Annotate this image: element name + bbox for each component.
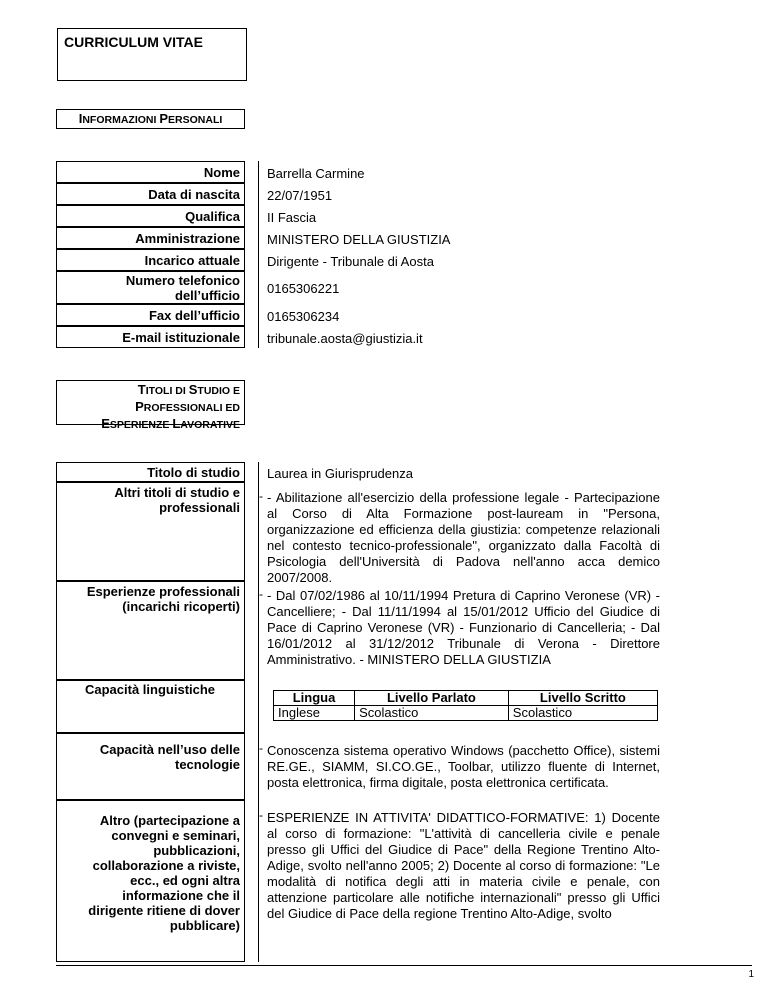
bullet-dash: - (259, 741, 263, 755)
value-incarico: Dirigente - Tribunale di Aosta (267, 254, 434, 269)
label-nome: Nome (56, 161, 245, 183)
column-header: Livello Parlato (355, 691, 509, 706)
column-header: Livello Scritto (508, 691, 657, 706)
value-tecnologie: Conoscenza sistema operativo Windows (pacchetto Office), sistemi RE.GE., SIAMM, SI.CO.GE., Toolbar, utilizzo fluente di Internet, posta elettronica, firma digitale, posta elettronica certificata. (267, 743, 660, 790)
label-incarico: Incarico attuale (56, 249, 245, 271)
label-telefono: Numero telefonico dell’ufficio (56, 271, 245, 304)
value-telefono: 0165306221 (267, 281, 340, 296)
personal-divider-line (258, 161, 259, 348)
cv-title: CURRICULUM VITAE (64, 34, 203, 50)
label-qualifica: Qualifica (56, 205, 245, 227)
label-email: E-mail istituzionale (56, 326, 245, 348)
label-esperienze: Esperienze professionali (incarichi ricoperti) (56, 581, 245, 680)
cv-title-box (57, 28, 247, 81)
value-amministrazione: MINISTERO DELLA GIUSTIZIA (267, 232, 451, 247)
value-qualifica: II Fascia (267, 210, 317, 225)
label-altri-titoli: Altri titoli di studio e professionali (56, 482, 245, 581)
value-fax: 0165306234 (267, 309, 340, 324)
bullet-dash: - (259, 489, 263, 503)
table-header-row (274, 691, 658, 706)
value-nome: Barrella Carmine (267, 166, 365, 181)
bullet-dash: - (259, 587, 263, 601)
value-altro: ESPERIENZE IN ATTIVITA' DIDATTICO-FORMATIVE: 1) Docente al corso di formazione: "L'attività di cancelleria civile e penale presso gli Uffici del Giudice di Pace" della Regione Trentino Alto-Adige, svolto nell'anno 2005; 2) Docente al corso di formazione: "Le modalità di notifica degli atti in materia civile e penale, con attenzione particolare alle notifiche internazionali" presso gli Uffici del Giudice di Pace della regione Trentino Alto-Adige, svolto (267, 810, 660, 921)
label-amministrazione: Amministrazione (56, 227, 245, 249)
column-header: Lingua (274, 691, 355, 706)
page-number: 1 (748, 969, 754, 980)
table-row (274, 706, 658, 721)
languages-table (273, 690, 658, 721)
label-tecnologie: Capacità nell’uso delle tecnologie (56, 733, 245, 800)
footer-divider (56, 965, 752, 966)
label-fax: Fax dell’ufficio (56, 304, 245, 326)
value-data-nascita: 22/07/1951 (267, 188, 333, 203)
label-lingue: Capacità linguistiche (56, 680, 245, 733)
table-cell: Scolastico (508, 706, 657, 721)
label-altro: Altro (partecipazione a convegni e seminari, pubblicazioni, collaborazione a riviste, ecc., ed ogni altra informazione che il dirigente ritiene di dover pubblicare) (56, 800, 245, 962)
label-data-nascita: Data di nascita (56, 183, 245, 205)
value-email: tribunale.aosta@giustizia.it (267, 331, 423, 346)
value-esperienze: - Dal 07/02/1986 al 10/11/1994 Pretura di Caprino Veronese (VR) - Cancelliere; - Dal 11/11/1994 al 15/01/2012 Ufficio del Giudice di Pace di Caprino Veronese (VR) - Funzionario di Cancelleria; - Dal 16/01/2012 al 31/12/2012 Tribunale di Verona - Direttore Amministrativo. - MINISTERO DELLA GIUSTIZIA (267, 588, 660, 667)
value-titolo-studio: Laurea in Giurisprudenza (267, 466, 413, 481)
section-personal-heading: INFORMAZIONI PERSONALI (56, 109, 245, 129)
label-titolo-studio: Titolo di studio (56, 462, 245, 482)
studies-divider-line (258, 462, 259, 962)
table-cell: Inglese (274, 706, 355, 721)
bullet-dash: - (259, 808, 263, 822)
section-studies-heading: TITOLI DI STUDIO E PROFESSIONALI ED ESPERIENZE LAVORATIVE (56, 380, 245, 425)
table-cell: Scolastico (355, 706, 509, 721)
value-altri-titoli: - Abilitazione all'esercizio della professione legale - Partecipazione al Corso di Alta Formazione post-lauream in "Persona, organizzazione ed efficienza della giustizia: competenze relazionali nel contesto tecnico-professionale", organizzato dalla Facoltà di Psicologia dell'Università di Padova nell'anno acca demico 2007/2008. (267, 490, 660, 585)
